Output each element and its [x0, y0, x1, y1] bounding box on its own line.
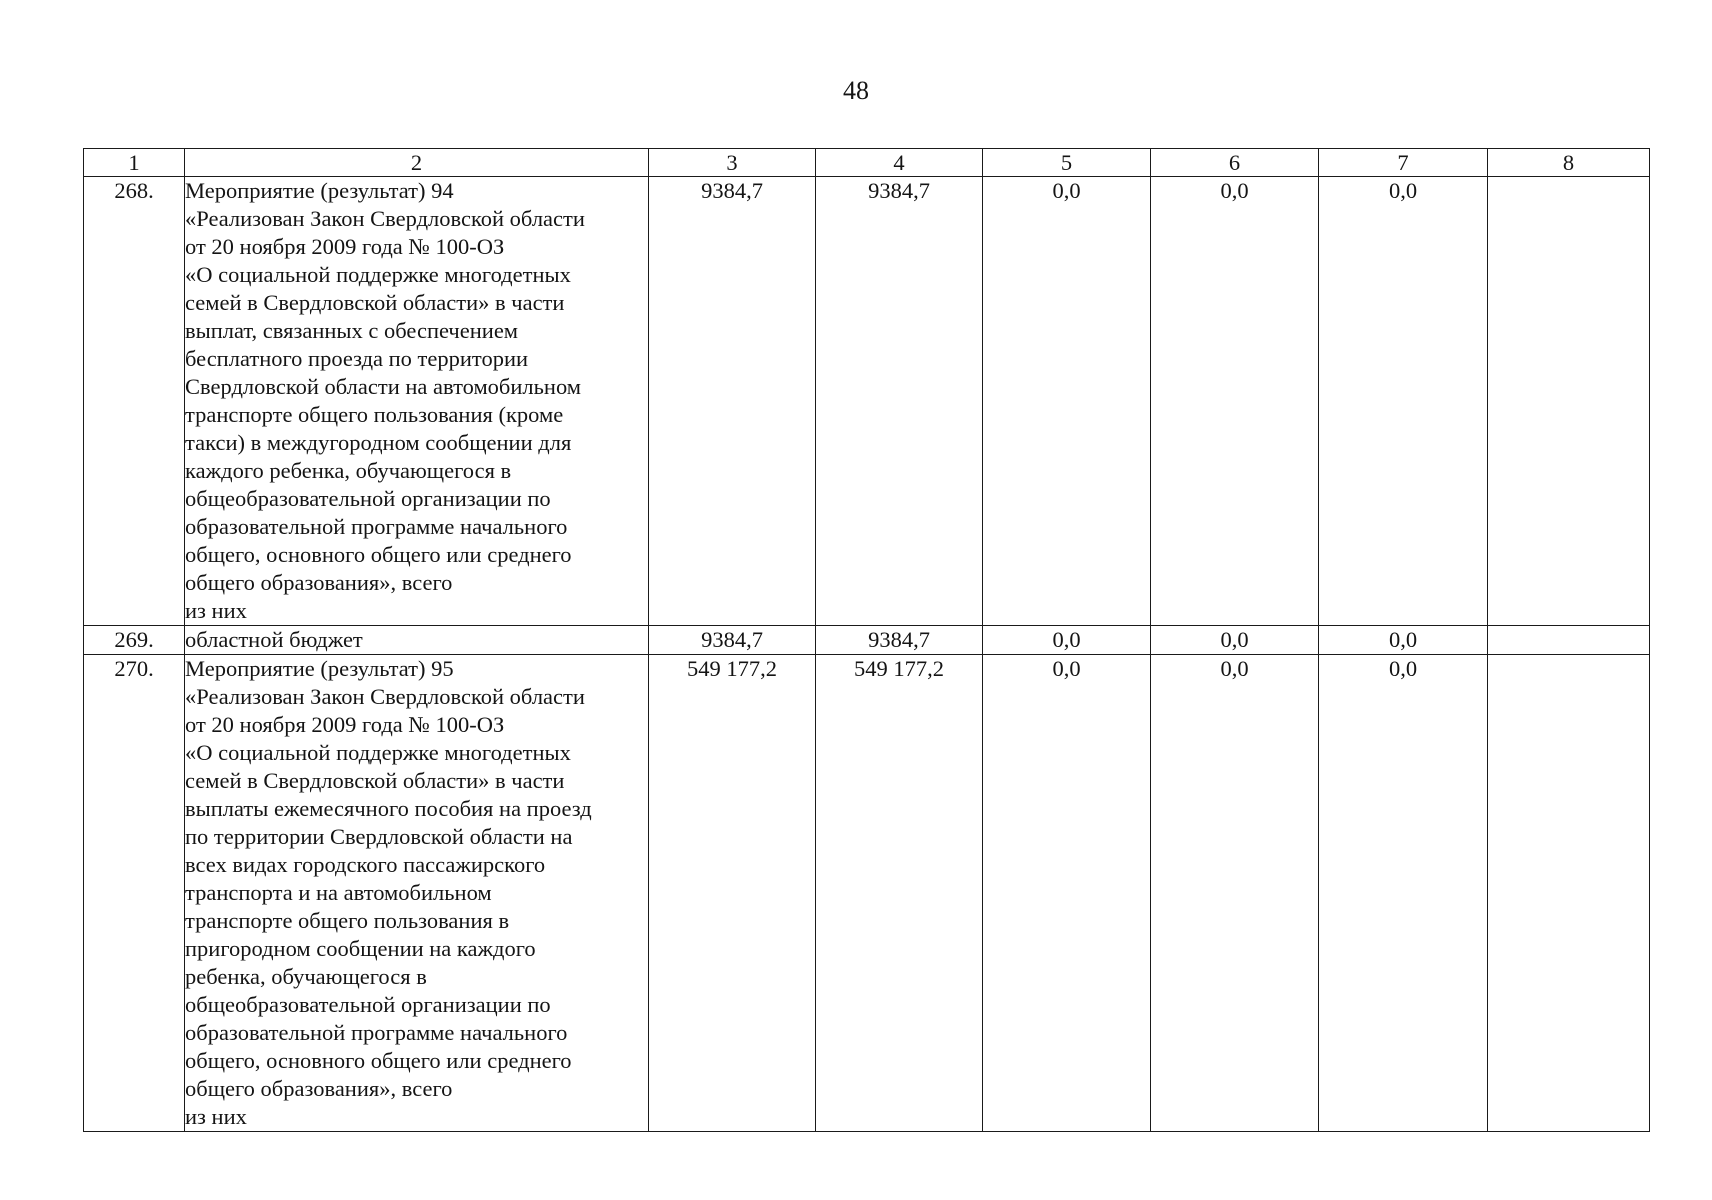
description-line: областной бюджет: [185, 627, 363, 652]
description-line: Мероприятие (результат) 94: [185, 178, 454, 203]
description-line: бесплатного проезда по территории: [185, 346, 529, 371]
cell-col-3: 9384,7: [649, 177, 816, 626]
row-number: 268.: [84, 177, 185, 626]
column-header: 2: [185, 149, 649, 177]
cell-col-7: 0,0: [1319, 655, 1488, 1132]
description-line: из них: [185, 598, 247, 623]
description-line: общего образования», всего: [185, 570, 453, 595]
budget-table: [83, 148, 1650, 1132]
table-header-row: [84, 149, 1650, 177]
cell-col-7: 0,0: [1319, 626, 1488, 655]
cell-col-4: 9384,7: [816, 626, 983, 655]
row-description: [185, 655, 649, 1132]
description-line: семей в Свердловской области» в части: [185, 768, 565, 793]
row-number: 270.: [84, 655, 185, 1132]
description-line: выплат, связанных с обеспечением: [185, 318, 519, 343]
description-line: по территории Свердловской области на: [185, 824, 573, 849]
row-number: 269.: [84, 626, 185, 655]
description-line: «Реализован Закон Свердловской области: [185, 206, 585, 231]
table-row: [84, 177, 1650, 626]
cell-col-5: 0,0: [983, 626, 1151, 655]
cell-col-8: [1488, 626, 1650, 655]
cell-col-8: [1488, 655, 1650, 1132]
description-line: образовательной программе начального: [185, 514, 568, 539]
description-line: всех видах городского пассажирского: [185, 852, 546, 877]
column-header: 8: [1488, 149, 1650, 177]
description-line: семей в Свердловской области» в части: [185, 290, 565, 315]
row-description: [185, 177, 649, 626]
cell-col-3: 9384,7: [649, 626, 816, 655]
cell-col-4: 9384,7: [816, 177, 983, 626]
row-description: [185, 626, 649, 655]
description-line: Мероприятие (результат) 95: [185, 656, 454, 681]
table-row: [84, 655, 1650, 1132]
column-header: 3: [649, 149, 816, 177]
table-row: [84, 626, 1650, 655]
cell-col-6: 0,0: [1151, 177, 1319, 626]
description-line: транспорта и на автомобильном: [185, 880, 492, 905]
description-line: «Реализован Закон Свердловской области: [185, 684, 585, 709]
cell-col-5: 0,0: [983, 655, 1151, 1132]
description-line: общеобразовательной организации по: [185, 992, 551, 1017]
description-line: общего, основного общего или среднего: [185, 542, 572, 567]
description-line: общеобразовательной организации по: [185, 486, 551, 511]
description-line: такси) в междугородном сообщении для: [185, 430, 572, 455]
description-line: образовательной программе начального: [185, 1020, 568, 1045]
description-line: Свердловской области на автомобильном: [185, 374, 582, 399]
cell-col-7: 0,0: [1319, 177, 1488, 626]
description-line: «О социальной поддержке многодетных: [185, 740, 571, 765]
description-line: от 20 ноября 2009 года № 100-ОЗ: [185, 712, 505, 737]
cell-col-6: 0,0: [1151, 655, 1319, 1132]
cell-col-4: 549 177,2: [816, 655, 983, 1132]
description-line: транспорте общего пользования (кроме: [185, 402, 564, 427]
description-line: каждого ребенка, обучающегося в: [185, 458, 512, 483]
description-line: ребенка, обучающегося в: [185, 964, 427, 989]
description-line: из них: [185, 1104, 247, 1129]
column-header: 6: [1151, 149, 1319, 177]
column-header: 1: [84, 149, 185, 177]
description-line: общего образования», всего: [185, 1076, 453, 1101]
cell-col-5: 0,0: [983, 177, 1151, 626]
description-line: выплаты ежемесячного пособия на проезд: [185, 796, 592, 821]
column-header: 7: [1319, 149, 1488, 177]
description-line: «О социальной поддержке многодетных: [185, 262, 571, 287]
cell-col-3: 549 177,2: [649, 655, 816, 1132]
column-header: 5: [983, 149, 1151, 177]
description-line: транспорте общего пользования в: [185, 908, 510, 933]
cell-col-6: 0,0: [1151, 626, 1319, 655]
description-line: от 20 ноября 2009 года № 100-ОЗ: [185, 234, 505, 259]
cell-col-8: [1488, 177, 1650, 626]
column-header: 4: [816, 149, 983, 177]
page-number: 48: [843, 76, 869, 105]
description-line: общего, основного общего или среднего: [185, 1048, 572, 1073]
description-line: пригородном сообщении на каждого: [185, 936, 536, 961]
